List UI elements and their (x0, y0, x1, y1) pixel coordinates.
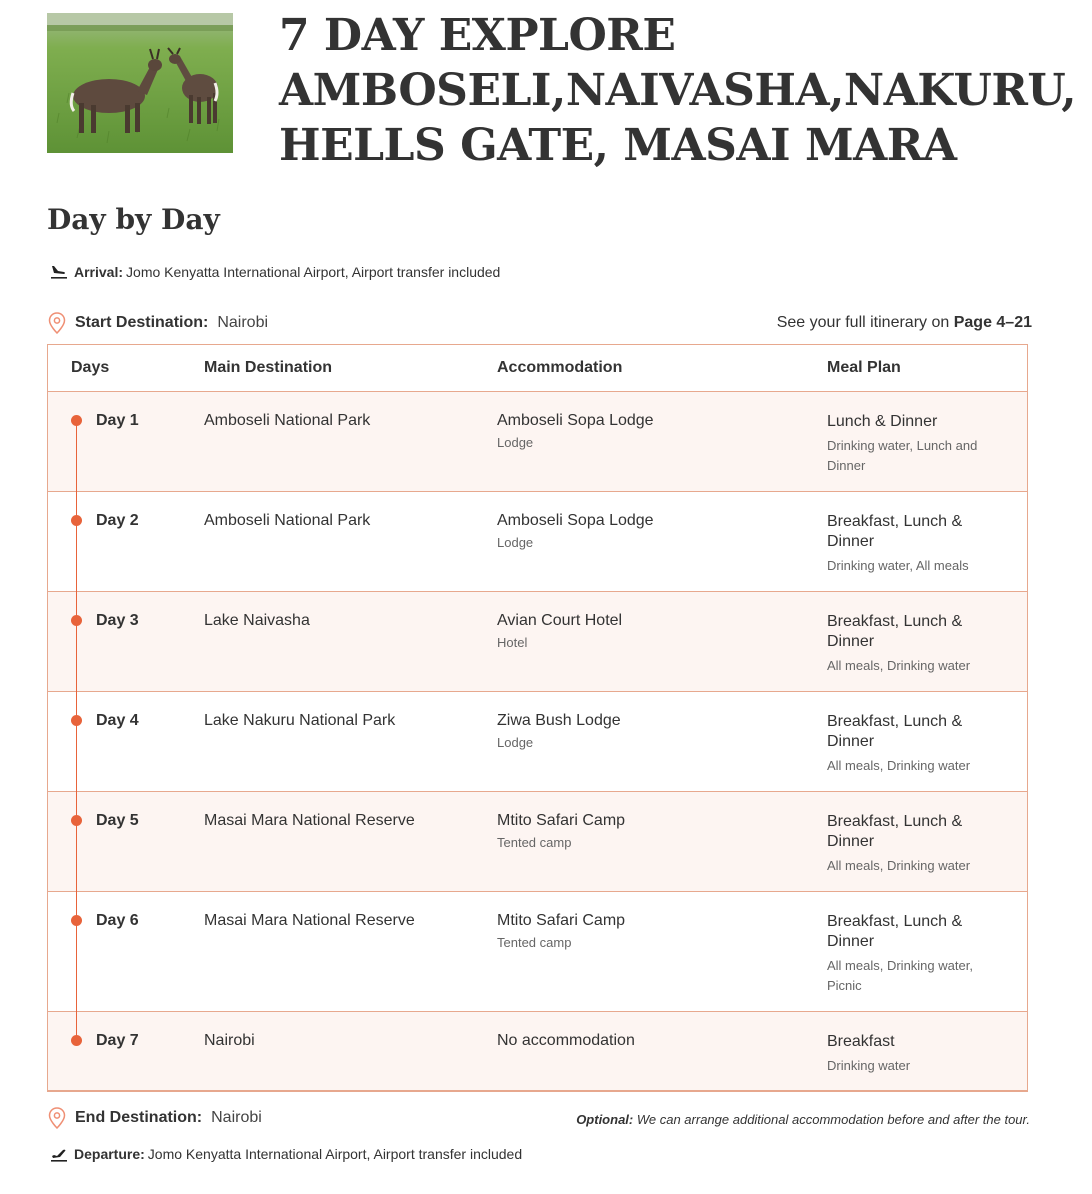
itinerary-pages: Page 4–21 (953, 314, 1032, 331)
tour-title (279, 8, 1077, 173)
waterbuck-photo (47, 13, 233, 153)
departure-value: Jomo Kenyatta International Airport, Airport transfer included (147, 1146, 523, 1162)
accommodation-name: Mtito Safari Camp (497, 912, 626, 929)
accommodation-type: Lodge (497, 535, 534, 550)
row-destination: Amboseli National Park (204, 512, 371, 529)
start-destination-line (48, 312, 268, 334)
row-destination: Lake Naivasha (204, 612, 310, 629)
meal-note: All meals, Drinking water, Picnic (827, 958, 973, 993)
meal-note: Drinking water, Lunch and Dinner (827, 438, 978, 473)
row-meal-plan (827, 812, 1007, 876)
row-day: Day 4 (96, 712, 139, 729)
table-row (48, 392, 1027, 492)
header-days: Days (71, 359, 110, 376)
row-day: Day 5 (96, 812, 139, 829)
accommodation-name: Mtito Safari Camp (497, 812, 626, 829)
row-destination: Nairobi (204, 1032, 255, 1049)
table-row (48, 592, 1027, 692)
meal-note: All meals, Drinking water (827, 858, 971, 873)
meal-plan: Breakfast, Lunch & Dinner (827, 613, 963, 650)
row-destination: Masai Mara National Reserve (204, 912, 415, 929)
table-row (48, 892, 1027, 1012)
table-row (48, 1012, 1027, 1091)
itinerary-reference (777, 314, 1032, 332)
arrival-label: Arrival: (74, 264, 124, 280)
meal-plan: Lunch & Dinner (827, 413, 938, 430)
title-line-2: AMBOSELI,NAIVASHA,NAKURU, (279, 65, 1077, 116)
itinerary-reference-text: See your full itinerary on (776, 314, 950, 331)
row-day: Day 2 (96, 512, 139, 529)
section-title: Day by Day (47, 203, 220, 236)
meal-plan: Breakfast, Lunch & Dinner (827, 513, 963, 550)
accommodation-type: Hotel (497, 635, 528, 650)
header-main-destination: Main Destination (204, 359, 333, 376)
table-row (48, 692, 1027, 792)
end-destination-value: Nairobi (211, 1109, 262, 1126)
plane-landing-icon (50, 263, 68, 281)
table-header (48, 345, 1027, 392)
title-line-1: 7 DAY EXPLORE (279, 10, 676, 61)
row-accommodation (497, 512, 654, 553)
timeline-line (76, 420, 77, 1042)
itinerary-table (47, 344, 1028, 1092)
header-accommodation: Accommodation (497, 359, 623, 376)
departure-label: Departure: (74, 1146, 145, 1162)
table-row (48, 792, 1027, 892)
arrival-value: Jomo Kenyatta International Airport, Airport transfer included (126, 264, 501, 280)
accommodation-name: No accommodation (497, 1032, 635, 1049)
row-meal-plan (827, 612, 1007, 676)
location-pin-icon (48, 312, 66, 334)
meal-note: All meals, Drinking water (827, 658, 971, 673)
accommodation-type: Tented camp (497, 935, 572, 950)
row-meal-plan (827, 412, 1007, 476)
row-accommodation (497, 712, 621, 753)
accommodation-name: Amboseli Sopa Lodge (497, 412, 654, 429)
header-meal-plan: Meal Plan (827, 359, 901, 376)
start-destination-label: Start Destination: (75, 314, 209, 331)
row-day: Day 1 (96, 412, 139, 429)
accommodation-name: Avian Court Hotel (497, 612, 623, 629)
row-accommodation (497, 612, 622, 653)
row-meal-plan (827, 512, 1007, 576)
row-accommodation (497, 912, 625, 953)
meal-plan: Breakfast (827, 1033, 895, 1050)
row-meal-plan (827, 912, 1007, 996)
optional-note (576, 1112, 1030, 1127)
start-destination-value: Nairobi (217, 314, 269, 331)
row-destination: Amboseli National Park (204, 412, 371, 429)
accommodation-type: Lodge (497, 735, 534, 750)
accommodation-type: Tented camp (497, 835, 572, 850)
row-day: Day 7 (96, 1032, 139, 1049)
meal-note: Drinking water (827, 1058, 911, 1073)
title-line-3: HELLS GATE, MASAI MARA (279, 120, 957, 171)
row-accommodation (497, 812, 625, 853)
location-pin-icon (48, 1107, 66, 1129)
row-day: Day 3 (96, 612, 139, 629)
row-accommodation (497, 412, 654, 453)
departure-line (50, 1145, 522, 1163)
optional-label: Optional: (576, 1112, 634, 1127)
accommodation-name: Amboseli Sopa Lodge (497, 512, 654, 529)
meal-note: All meals, Drinking water (827, 758, 971, 773)
plane-takeoff-icon (50, 1145, 68, 1163)
row-destination: Masai Mara National Reserve (204, 812, 415, 829)
hero-photo-waterbuck (47, 13, 233, 153)
optional-text: We can arrange additional accommodation before and after the tour. (636, 1112, 1030, 1127)
row-meal-plan (827, 1032, 1007, 1076)
meal-plan: Breakfast, Lunch & Dinner (827, 813, 963, 850)
row-destination: Lake Nakuru National Park (204, 712, 396, 729)
row-meal-plan (827, 712, 1007, 776)
arrival-line (50, 263, 500, 281)
meal-plan: Breakfast, Lunch & Dinner (827, 913, 963, 950)
meal-note: Drinking water, All meals (827, 558, 969, 573)
row-day: Day 6 (96, 912, 139, 929)
row-accommodation (497, 1032, 635, 1050)
accommodation-name: Ziwa Bush Lodge (497, 712, 621, 729)
end-destination-line (48, 1107, 262, 1129)
table-row (48, 492, 1027, 592)
end-destination-label: End Destination: (75, 1109, 203, 1126)
accommodation-type: Lodge (497, 435, 534, 450)
meal-plan: Breakfast, Lunch & Dinner (827, 713, 963, 750)
